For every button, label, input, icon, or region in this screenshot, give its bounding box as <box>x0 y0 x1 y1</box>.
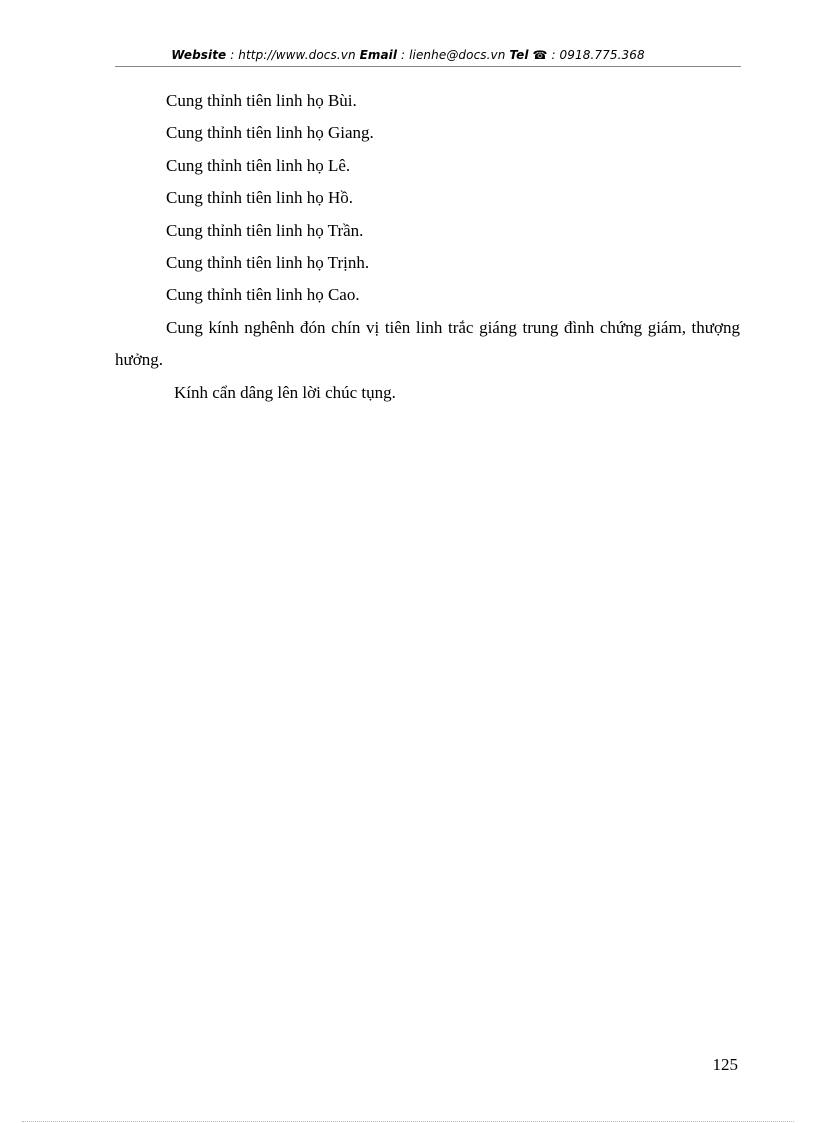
page-number: 125 <box>712 1055 738 1074</box>
body-line: Cung thỉnh tiên linh họ Hồ. <box>166 188 353 208</box>
body-line: Cung thỉnh tiên linh họ Giang. <box>166 123 374 143</box>
footer-divider <box>22 1121 794 1122</box>
email-label: Email <box>359 48 398 62</box>
page-header <box>0 48 816 62</box>
closing-line: Kính cẩn dâng lên lời chúc tụng. <box>174 382 396 402</box>
body-line: Cung thỉnh tiên linh họ Lê. <box>166 155 351 175</box>
body-line: Cung thỉnh tiên linh họ Trần. <box>166 220 364 240</box>
email-value: : lienhe@docs.vn <box>397 48 510 62</box>
body-line: Cung thỉnh tiên linh họ Cao. <box>166 285 360 305</box>
tel-label: Tel <box>509 48 529 62</box>
website-value: : http://www.docs.vn <box>226 48 360 62</box>
tel-value: : 0918.775.368 <box>547 48 645 62</box>
phone-icon: ☎ <box>532 48 548 62</box>
body-paragraph: Cung kính nghênh đón chín vị tiên linh trắc giáng trung đình chứng giám, thượng hưởng. <box>115 317 740 370</box>
header-divider <box>115 66 741 67</box>
body-line: Cung thỉnh tiên linh họ Bùi. <box>166 91 357 110</box>
document-body <box>115 85 740 409</box>
website-label: Website <box>171 48 227 62</box>
body-line: Cung thỉnh tiên linh họ Trịnh. <box>166 253 370 273</box>
